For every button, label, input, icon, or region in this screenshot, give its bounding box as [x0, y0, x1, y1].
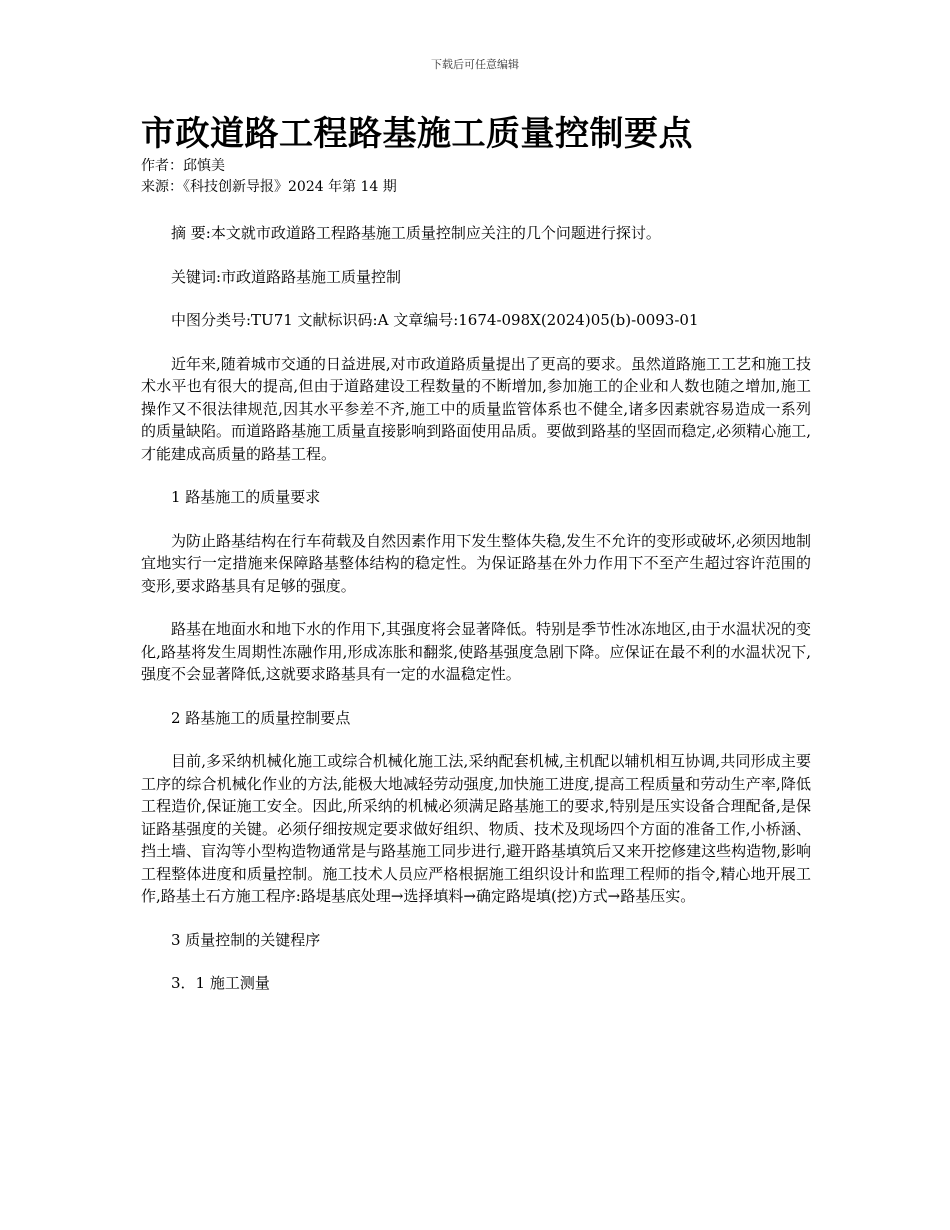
body-paragraph: 近年来,随着城市交通的日益进展,对市政道路质量提出了更高的要求。虽然道路施工工艺和施工技术水平也有很大的提高,但由于道路建设工程数量的不断增加,参加施工的企业和人数也随之增加,施工操作又不很法律规范,因其水平参差不齐,施工中的质量监管体系也不健全,诸多因素就容易造成一系列的质量缺陷。而道路路基施工质量直接影响到路面使用品质。要做到路基的坚固而稳定,必须精心施工,才能建成高质量的路基工程。	[141, 354, 811, 463]
document-page	[141, 112, 811, 995]
article-title: 市政道路工程路基施工质量控制要点	[141, 114, 693, 154]
author-line: 作者：邱慎美	[141, 158, 225, 174]
keywords: 关键词:市政道路路基施工质量控制	[171, 267, 402, 286]
body-paragraph: 目前,多采纳机械化施工或综合机械化施工法,采纳配套机械,主机配以辅机相互协调,共同形成主要工序的综合机械化作业的方法,能极大地减轻劳动强度,加快施工进度,提高工程质量和劳动生产率,降低工程造价,保证施工安全。因此,所采纳的机械必须满足路基施工的要求,特别是压实设备合理配备,是保证路基强度的关键。必须仔细按规定要求做好组织、物质、技术及现场四个方面的准备工作,小桥涵、挡土墙、盲沟等小型构造物通常是与路基施工同步进行,避开路基填筑后又来开挖修建这些构造物,影响工程整体进度和质量控制。施工技术人员应严格根据施工组织设计和监理工程师的指令,精心地开展工作,路基土石方施工程序:路堤基底处理→选择填料→确定路堤填(挖)方式→路基压实。	[141, 752, 811, 905]
header-note: 下载后可任意编辑	[431, 58, 519, 71]
subsection-heading: 3．1 施工测量	[171, 974, 270, 992]
section-heading: 2 路基施工的质量控制要点	[171, 708, 351, 727]
abstract: 摘 要:本文就市政道路工程路基施工质量控制应关注的几个问题进行探讨。	[171, 224, 661, 242]
body-paragraph: 路基在地面水和地下水的作用下,其强度将会显著降低。特别是季节性冰冻地区,由于水温状况的变化,路基将发生周期性冻融作用,形成冻胀和翻浆,使路基强度急剧下降。应保证在最不利的水温状况下,强度不会显著降低,这就要求路基具有一定的水温稳定性。	[141, 620, 811, 683]
section-heading: 1 路基施工的质量要求	[171, 488, 321, 506]
source-line: 来源：《科技创新导报》2024 年第 14 期	[141, 179, 397, 195]
classification-line: 中图分类号:TU71 文献标识码:A 文章编号:1674-098X(2024)05(b)-0093-01	[171, 311, 699, 329]
section-heading: 3 质量控制的关键程序	[171, 930, 321, 949]
body-paragraph: 为防止路基结构在行车荷载及自然因素作用下发生整体失稳,发生不允许的变形或破坏,必须因地制宜地实行一定措施来保障路基整体结构的稳定性。为保证路基在外力作用下不至产生超过容许范围的变形,要求路基具有足够的强度。	[141, 531, 811, 595]
